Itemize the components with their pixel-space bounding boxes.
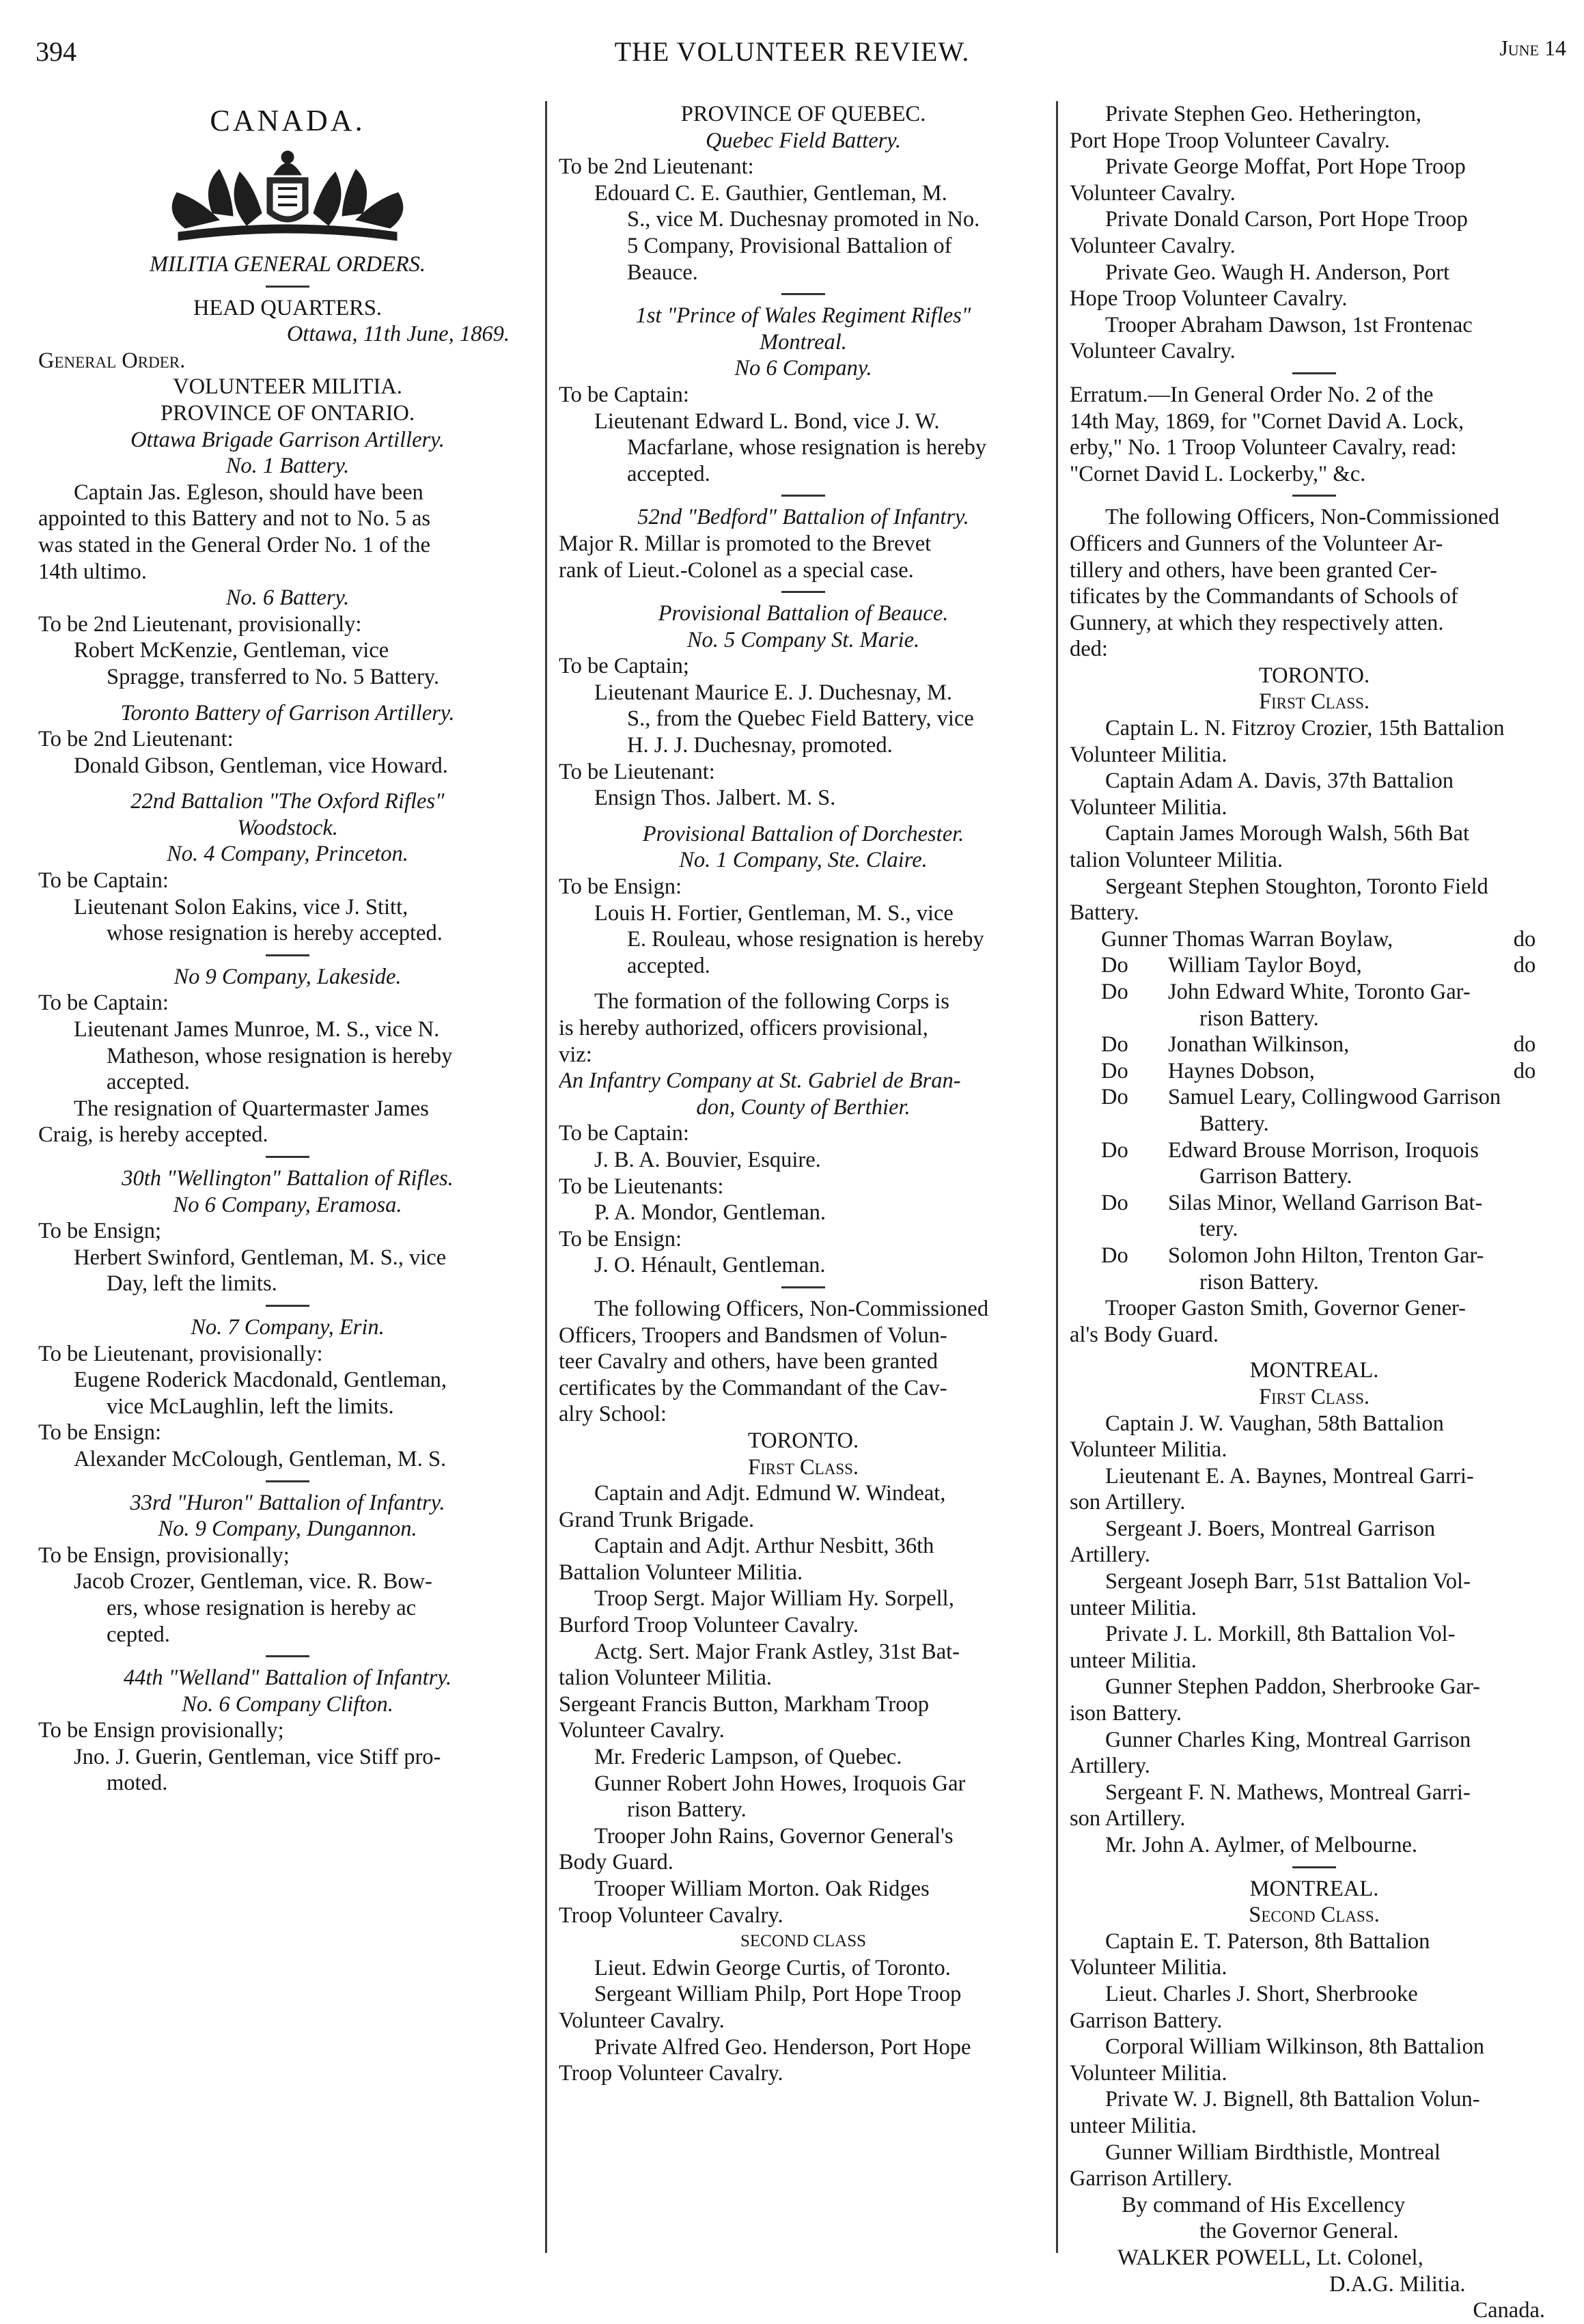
subheading: Woodstock.	[237, 815, 338, 840]
signature-title: D.A.G. Militia.	[1329, 2271, 1466, 2297]
text-line: Mr. Frederic Lampson, of Quebec.	[594, 1745, 902, 1770]
heading: HEAD QUARTERS.	[193, 295, 383, 320]
text-line: To be Ensign provisionally;	[38, 1718, 284, 1743]
dateline: Ottawa, 11th June, 1869.	[286, 322, 510, 347]
text-line: talion Volunteer Militia.	[559, 1665, 773, 1691]
text-line: Volunteer Militia.	[1070, 794, 1227, 820]
text-line: Troop Volunteer Cavalry.	[559, 2061, 783, 2086]
text-line: Burford Troop Volunteer Cavalry.	[559, 1613, 859, 1638]
text-line: Eugene Roderick Macdonald, Gentleman,	[74, 1368, 447, 1393]
text-line: Port Hope Troop Volunteer Cavalry.	[1070, 128, 1390, 153]
subheading: No. 1 Company, Ste. Claire.	[679, 848, 928, 873]
text-line: To be Ensign:	[559, 874, 682, 900]
text-line: To be Lieutenant, provisionally:	[38, 1341, 323, 1366]
text-line: The formation of the following Corps is	[594, 989, 949, 1014]
text-line: ded:	[1070, 637, 1108, 662]
text-line: unteer Militia.	[1070, 2113, 1197, 2138]
subheading: First Class.	[747, 1454, 859, 1480]
entry-name: Edward Brouse Morrison, Iroquois	[1168, 1137, 1479, 1163]
text-line: To be Lieutenants:	[559, 1174, 724, 1199]
text-line: Actg. Sert. Major Frank Astley, 31st Bat-	[594, 1639, 960, 1664]
text-line: Trooper John Rains, Governor General's	[594, 1823, 954, 1849]
text-line: Lieutenant Edward L. Bond, vice J. W.	[594, 409, 940, 434]
text-line: Artillery.	[1070, 1754, 1150, 1779]
text-line: Gunner William Birdthistle, Montreal	[1105, 2140, 1441, 2165]
text-line: Troop Sergt. Major William Hy. Sorpell,	[594, 1586, 954, 1611]
text-line: Volunteer Cavalry.	[559, 2008, 725, 2033]
ditto-prefix: Do	[1101, 980, 1128, 1004]
entry-name: William Taylor Boyd,	[1168, 953, 1362, 978]
text-line: P. A. Mondor, Gentleman.	[594, 1200, 826, 1226]
text-line: ers, whose resignation is hereby ac	[107, 1595, 417, 1620]
text-line: Lieutenant Maurice E. J. Duchesnay, M.	[594, 680, 953, 705]
page-header	[0, 0, 1584, 89]
text-line: An Infantry Company at St. Gabriel de Bran-	[559, 1068, 961, 1094]
text-line: Alexander McColough, Gentleman, M. S.	[74, 1446, 447, 1471]
text-line: son Artillery.	[1070, 1490, 1186, 1515]
heading: MONTREAL.	[1249, 1876, 1379, 1901]
text-line: Captain L. N. Fitzroy Crozier, 15th Battalion	[1105, 716, 1505, 741]
entry-name: Silas Minor, Welland Garrison Bat-	[1168, 1190, 1483, 1215]
text-line: To be Captain:	[38, 991, 169, 1016]
text-line: Volunteer Cavalry.	[1070, 233, 1236, 258]
text-line: Private Alfred Geo. Henderson, Port Hope	[594, 2034, 971, 2060]
text-line: The following Officers, Non-Commissioned	[1105, 505, 1500, 530]
separator	[266, 1305, 309, 1307]
text-line: teer Cavalry and others, have been granted	[559, 1349, 938, 1374]
text-line: Grand Trunk Brigade.	[559, 1507, 755, 1532]
entry-name: Jonathan Wilkinson,	[1168, 1032, 1350, 1057]
text-line: To be Ensign:	[38, 1420, 162, 1445]
subheading: Second Class.	[1249, 1903, 1380, 1928]
text-line: rison Battery.	[1199, 1269, 1319, 1295]
text-line: Captain E. T. Paterson, 8th Battalion	[1105, 1928, 1430, 1954]
separator	[1292, 372, 1336, 374]
heading: TORONTO.	[747, 1428, 859, 1453]
text-line: tificates by the Commandants of Schools of	[1070, 584, 1458, 609]
text-line: Body Guard.	[559, 1850, 673, 1875]
text-line: erby," No. 1 Troop Volunteer Cavalry, read:	[1070, 435, 1457, 460]
text-line: tillery and others, have been granted Cer-	[1070, 557, 1438, 583]
ditto-prefix: Do	[1101, 953, 1128, 978]
entry-name: Haynes Dobson,	[1168, 1058, 1315, 1083]
text-line: is hereby authorized, officers provisional,	[559, 1016, 928, 1040]
subheading: No. 6 Battery.	[225, 585, 350, 611]
ditto-prefix: Do	[1101, 1137, 1128, 1163]
text-line: To be 2nd Lieutenant:	[38, 727, 234, 752]
separator	[781, 1286, 825, 1288]
text-line: S., vice M. Duchesnay promoted in No.	[627, 207, 980, 232]
page-number: 394	[36, 36, 77, 67]
text-line: The resignation of Quartermaster James	[74, 1096, 429, 1121]
heading: MONTREAL.	[1249, 1358, 1379, 1383]
text-line: Robert McKenzie, Gentleman, vice	[74, 638, 389, 663]
text-line: Volunteer Militia.	[1070, 742, 1227, 767]
signature-name: WALKER POWELL, Lt. Colonel,	[1117, 2245, 1423, 2270]
text-line: rison Battery.	[627, 1797, 747, 1823]
subheading: 52nd "Bedford" Battalion of Infantry.	[637, 505, 969, 530]
entry-name: Gunner Thomas Warran Boylaw,	[1101, 926, 1393, 952]
text-line: Louis H. Fortier, Gentleman, M. S., vice	[594, 900, 954, 926]
text-line: Private J. L. Morkill, 8th Battalion Vol-	[1105, 1622, 1456, 1647]
text-line: To be 2nd Lieutenant, provisionally:	[38, 611, 362, 637]
text-line: Trooper William Morton. Oak Ridges	[594, 1877, 930, 1901]
text-line: "Cornet David L. Lockerby," &c.	[1070, 461, 1366, 486]
text-line: 14th ultimo.	[38, 559, 147, 584]
subheading: Toronto Battery of Garrison Artillery.	[120, 700, 455, 725]
text-line: To be Ensign;	[38, 1219, 162, 1244]
text-line: Herbert Swinford, Gentleman, M. S., vice	[74, 1245, 447, 1270]
text-line: Macfarlane, whose resignation is hereby	[627, 435, 987, 460]
text-line: Hope Troop Volunteer Cavalry.	[1070, 286, 1348, 312]
text-line: Private Geo. Waugh H. Anderson, Port	[1105, 260, 1450, 285]
coat-of-arms-icon	[137, 145, 438, 247]
text-line: tery.	[1199, 1217, 1238, 1242]
text-line: Matheson, whose resignation is hereby	[107, 1043, 453, 1068]
column-left	[38, 101, 537, 1797]
text-line: whose resignation is hereby accepted.	[107, 921, 443, 946]
separator	[266, 1480, 309, 1482]
text-line: To be Captain:	[559, 382, 689, 407]
text-line: Sergeant J. Boers, Montreal Garrison	[1105, 1516, 1436, 1541]
text-line: alry School:	[559, 1402, 667, 1427]
text-line: Battery.	[1199, 1111, 1269, 1136]
section-title: CANADA.	[210, 104, 365, 137]
text-line: Sergeant Stephen Stoughton, Toronto Field	[1105, 874, 1488, 899]
text-line: unteer Militia.	[1070, 1648, 1197, 1673]
text-line: To be Captain:	[559, 1121, 689, 1146]
separator	[266, 954, 309, 956]
text-line: Troop Volunteer Cavalry.	[559, 1903, 783, 1928]
entry-name: Solomon John Hilton, Trenton Gar-	[1168, 1243, 1484, 1268]
separator	[1292, 1866, 1336, 1868]
separator	[781, 293, 825, 295]
text-line: Corporal William Wilkinson, 8th Battalion	[1105, 2034, 1484, 2060]
ditto-prefix: Do	[1101, 1032, 1128, 1057]
table-row	[1070, 1032, 1559, 1058]
subheading: No. 9 Company, Dungannon.	[158, 1517, 417, 1542]
subheading: 22nd Battalion "The Oxford Rifles"	[130, 789, 445, 814]
subheading: Quebec Field Battery.	[705, 128, 902, 153]
text-line: Gunner Charles King, Montreal Garrison	[1105, 1727, 1471, 1752]
text-line: Gunner Stephen Paddon, Sherbrooke Gar-	[1105, 1674, 1481, 1700]
heading: General Order.	[38, 348, 186, 373]
text-line: S., from the Quebec Field Battery, vice	[627, 706, 974, 732]
text-line: cepted.	[107, 1622, 170, 1647]
text-line: Sergeant William Philp, Port Hope Troop	[594, 1982, 962, 2007]
text-line: certificates by the Commandant of the Cav-	[559, 1375, 947, 1400]
column-rule	[1056, 101, 1058, 2253]
subheading: 44th "Welland" Battalion of Infantry.	[123, 1665, 452, 1691]
text-line: Trooper Abraham Dawson, 1st Frontenac	[1105, 312, 1473, 337]
text-line: Volunteer Militia.	[1070, 2060, 1227, 2086]
ditto-prefix: Do	[1101, 1058, 1128, 1083]
subheading: No. 6 Company Clifton.	[182, 1691, 393, 1717]
text-line: rank of Lieut.-Colonel as a special case.	[559, 557, 914, 583]
table-row	[1070, 1190, 1559, 1217]
text-line: Captain J. W. Vaughan, 58th Battalion	[1105, 1411, 1444, 1436]
text-line: Gunner Robert John Howes, Iroquois Gar	[594, 1771, 966, 1796]
separator	[1292, 495, 1336, 497]
text-line: Trooper Gaston Smith, Governor Gener-	[1105, 1296, 1466, 1321]
issue-date: June 14	[1499, 36, 1566, 60]
subheading: First Class.	[1258, 1384, 1370, 1409]
subheading: Provisional Battalion of Dorchester.	[642, 821, 964, 846]
subheading: No. 1 Battery.	[225, 454, 350, 479]
text-line: vice McLaughlin, left the limits.	[107, 1394, 394, 1419]
text-line: accepted.	[627, 953, 710, 978]
text-line: was stated in the General Order No. 1 of the	[38, 532, 430, 557]
text-line: Private W. J. Bignell, 8th Battalion Volun-	[1105, 2087, 1480, 2112]
text-line: To be 2nd Lieutenant:	[559, 154, 754, 180]
text-line: Lieutenant James Munroe, M. S., vice N.	[74, 1017, 440, 1042]
subheading: No. 5 Company St. Marie.	[686, 627, 920, 652]
text-line: Private Donald Carson, Port Hope Troop	[1105, 207, 1468, 232]
text-line: H. J. J. Duchesnay, promoted.	[627, 733, 893, 758]
text-line: Sergeant Joseph Barr, 51st Battalion Vol-	[1105, 1569, 1471, 1594]
subheading: No. 4 Company, Princeton.	[167, 842, 408, 867]
text-line: unteer Militia.	[1070, 1595, 1197, 1620]
subheading: Ottawa Brigade Garrison Artillery.	[130, 427, 445, 452]
newspaper-title: THE VOLUNTEER REVIEW.	[614, 36, 970, 67]
subheading: 30th "Wellington" Battalion of Rifles.	[122, 1166, 454, 1191]
text-line: Craig, is hereby accepted.	[38, 1122, 268, 1148]
subheading: No. 7 Company, Erin.	[191, 1314, 385, 1340]
text-line: appointed to this Battery and not to No. 5 as	[38, 506, 431, 531]
separator	[781, 591, 825, 593]
text-line: accepted.	[627, 461, 710, 486]
text-line: Jno. J. Guerin, Gentleman, vice Stiff pro-	[74, 1744, 441, 1769]
ditto-prefix: Do	[1101, 1190, 1128, 1215]
heading: PROVINCE OF QUEBEC.	[680, 102, 926, 126]
table-row	[1070, 1058, 1559, 1085]
text-line: Volunteer Cavalry.	[1070, 180, 1236, 206]
text-line: talion Volunteer Militia.	[1070, 848, 1283, 873]
text-line: Volunteer Cavalry.	[559, 1718, 725, 1743]
ditto-prefix: Do	[1101, 1243, 1128, 1268]
text-line: Beauce.	[627, 260, 698, 285]
text-line: Jacob Crozer, Gentleman, vice. R. Bow-	[74, 1569, 432, 1594]
subheading: 33rd "Huron" Battalion of Infantry.	[130, 1490, 445, 1515]
text-line: Captain Jas. Egleson, should have been	[74, 480, 423, 505]
subheading: Provisional Battalion of Beauce.	[658, 601, 949, 626]
text-line: rison Battery.	[1199, 1006, 1319, 1031]
table-row	[1070, 952, 1559, 979]
table-row	[1070, 979, 1559, 1006]
text-line: Officers and Gunners of the Volunteer Ar-	[1070, 531, 1443, 556]
text-line: Private Stephen Geo. Hetherington,	[1105, 102, 1422, 126]
column-rule	[545, 101, 547, 2253]
separator	[781, 495, 825, 497]
subheading: SECOND CLASS	[740, 1932, 867, 1951]
text-line: accepted.	[107, 1070, 190, 1095]
text-line: Erratum.—In General Order No. 2 of the	[1070, 382, 1434, 407]
separator	[266, 286, 309, 288]
text-line: To be Ensign:	[559, 1226, 682, 1251]
text-line: E. Rouleau, whose resignation is hereby	[627, 927, 984, 952]
table-row	[1070, 1137, 1559, 1164]
text-line: Day, left the limits.	[107, 1271, 277, 1297]
text-line: Captain and Adjt. Edmund W. Windeat,	[594, 1481, 946, 1506]
subheading: No 6 Company.	[734, 356, 872, 381]
text-line: To be Captain;	[559, 654, 689, 679]
text-line: moted.	[107, 1771, 168, 1796]
column-right	[1070, 101, 1559, 2324]
text-line: To be Ensign, provisionally;	[38, 1543, 290, 1568]
text-line: 5 Company, Provisional Battalion of	[627, 233, 952, 258]
subheading: No 6 Company, Eramosa.	[173, 1192, 402, 1217]
text-line: Gunnery, at which they respectively atten.	[1070, 610, 1444, 635]
text-line: Lieut. Edwin George Curtis, of Toronto.	[594, 1955, 951, 1980]
text-line: To be Lieutenant:	[559, 759, 715, 784]
text-line: Officers, Troopers and Bandsmen of Volun-	[559, 1323, 947, 1348]
ditto-mark: do	[1513, 1032, 1536, 1057]
text-line: Lieutenant E. A. Baynes, Montreal Garri-	[1105, 1463, 1474, 1489]
separator	[266, 1655, 309, 1657]
text-line: Sergeant Francis Button, Markham Troop	[559, 1691, 929, 1717]
text-line: Mr. John A. Aylmer, of Melbourne.	[1105, 1833, 1417, 1857]
text-line: Donald Gibson, Gentleman, vice Howard.	[74, 753, 448, 778]
column-middle	[559, 101, 1048, 2087]
text-line: Ensign Thos. Jalbert. M. S.	[594, 786, 836, 811]
text-line: 14th May, 1869, for "Cornet David A. Lock,	[1070, 409, 1464, 434]
text-line: Sergeant F. N. Mathews, Montreal Garri-	[1105, 1780, 1471, 1805]
text-line: J. O. Hénault, Gentleman.	[594, 1253, 826, 1278]
text-line: Spragge, transferred to No. 5 Battery.	[107, 664, 440, 689]
heading: TORONTO.	[1258, 663, 1370, 688]
subheading: MILITIA GENERAL ORDERS.	[149, 252, 426, 277]
text-line: Garrison Battery.	[1199, 1164, 1352, 1189]
text-line: Lieut. Charles J. Short, Sherbrooke	[1105, 1981, 1418, 2006]
text-line: Captain and Adjt. Arthur Nesbitt, 36th	[594, 1534, 934, 1559]
table-row	[1070, 1084, 1559, 1111]
subheading: No 9 Company, Lakeside.	[173, 964, 402, 989]
text-line: don, County of Berthier.	[696, 1094, 911, 1120]
text-line: Garrison Battery.	[1070, 2008, 1223, 2033]
text-line: son Artillery.	[1070, 1806, 1186, 1831]
ditto-mark: do	[1513, 926, 1536, 952]
separator	[266, 1156, 309, 1158]
text-line: Volunteer Militia.	[1070, 1437, 1227, 1463]
text-line: ison Battery.	[1070, 1701, 1182, 1726]
entry-name: John Edward White, Toronto Gar-	[1168, 980, 1471, 1004]
text-line: J. B. A. Bouvier, Esquire.	[594, 1147, 821, 1172]
signature-place: Canada.	[1473, 2298, 1545, 2323]
text-line: Battalion Volunteer Militia.	[559, 1560, 803, 1585]
text-line: Major R. Millar is promoted to the Brevet	[559, 531, 932, 556]
text-line: The following Officers, Non-Commissioned	[594, 1296, 989, 1321]
table-row	[1070, 1243, 1559, 1269]
text-line: Lieutenant Solon Eakins, vice J. Stitt,	[74, 894, 408, 919]
text-line: Battery.	[1070, 900, 1139, 926]
signature-line: the Governor General.	[1199, 2219, 1399, 2244]
heading: PROVINCE OF ONTARIO.	[160, 400, 415, 426]
ditto-prefix: Do	[1101, 1085, 1128, 1110]
text-line: Volunteer Cavalry.	[1070, 339, 1236, 364]
text-line: viz:	[559, 1042, 592, 1067]
text-line: al's Body Guard.	[1070, 1322, 1219, 1347]
text-line: Private George Moffat, Port Hope Troop	[1105, 154, 1466, 180]
text-line: To be Captain:	[38, 868, 169, 894]
entry-name: Samuel Leary, Collingwood Garrison	[1168, 1085, 1501, 1110]
text-line: Garrison Artillery.	[1070, 2166, 1232, 2191]
text-line: Volunteer Militia.	[1070, 1955, 1227, 1980]
subheading: First Class.	[1258, 689, 1370, 715]
text-line: Captain Adam A. Davis, 37th Battalion	[1105, 769, 1454, 794]
subheading: 1st "Prince of Wales Regiment Rifles"	[635, 303, 971, 329]
subheading: Montreal.	[760, 329, 847, 355]
signature-line: By command of His Excellency	[1122, 2192, 1406, 2217]
text-line: Edouard C. E. Gauthier, Gentleman, M.	[594, 180, 947, 206]
table-row	[1070, 926, 1559, 953]
text-line: Captain James Morough Walsh, 56th Bat	[1105, 821, 1469, 846]
text-line: Artillery.	[1070, 1543, 1150, 1568]
ditto-mark: do	[1513, 1058, 1536, 1083]
heading: VOLUNTEER MILITIA.	[173, 374, 402, 400]
ditto-mark: do	[1513, 953, 1536, 978]
